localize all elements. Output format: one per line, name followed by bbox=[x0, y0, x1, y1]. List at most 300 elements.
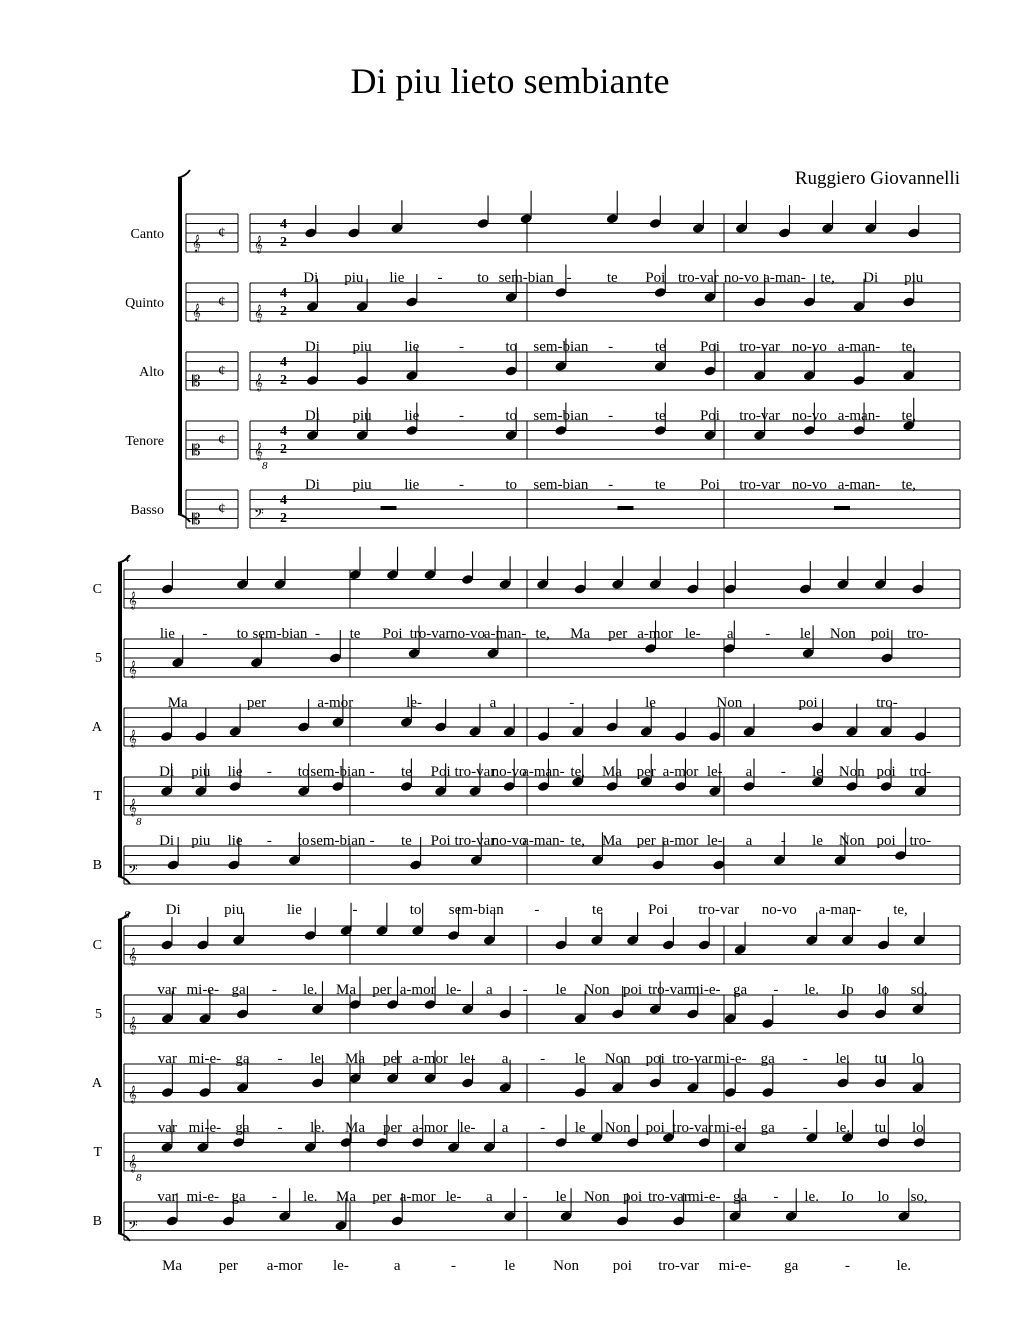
lyric-syllable: Poi bbox=[699, 339, 720, 355]
lyric-syllable: le bbox=[555, 1189, 567, 1205]
lyric-syllable: lo bbox=[912, 1120, 924, 1136]
lyric-syllable: a bbox=[501, 1120, 509, 1136]
staff-5 bbox=[250, 490, 960, 528]
lyric-syllable: Di bbox=[304, 339, 320, 355]
lyric-syllable: le- bbox=[684, 626, 701, 642]
lyric-syllable: ga bbox=[732, 1189, 748, 1205]
lyric-syllable: - bbox=[459, 408, 464, 424]
lyric-syllable: mi-e- bbox=[186, 1189, 220, 1205]
lyric-syllable: te bbox=[349, 626, 361, 642]
lyric-syllable: per bbox=[636, 764, 656, 780]
system-bracket bbox=[118, 920, 122, 1233]
lyric-syllable: sem-bian bbox=[533, 339, 589, 355]
lyric-syllable: le bbox=[504, 1258, 516, 1274]
voice-label: Canto bbox=[130, 227, 164, 242]
treble-clef: 𝄞 bbox=[128, 662, 137, 678]
lyric-syllable: ga bbox=[784, 1258, 799, 1274]
staff-5 bbox=[124, 1188, 960, 1240]
time-sig-bottom: 2 bbox=[280, 235, 287, 250]
time-sig-top: 4 bbox=[280, 217, 287, 232]
lyric-syllable: Di bbox=[304, 477, 320, 493]
rest bbox=[834, 506, 850, 510]
lyric-syllable: lie bbox=[159, 626, 175, 642]
lyric-syllable: - bbox=[534, 902, 540, 918]
lyric-syllable: tro-var bbox=[698, 902, 740, 918]
treble-clef: 𝄞 bbox=[128, 949, 137, 965]
lyric-syllable: mi-e- bbox=[687, 982, 721, 998]
lyric-syllable: no-vo bbox=[761, 902, 797, 918]
lyric-syllable: tro- bbox=[907, 626, 929, 642]
lyric-syllable: Non bbox=[838, 833, 865, 849]
lyric-syllable: te bbox=[400, 764, 412, 780]
lyric-syllable: a bbox=[485, 982, 493, 998]
lyric-syllable: Ma bbox=[601, 764, 622, 780]
lyric-syllable: - bbox=[773, 1189, 779, 1205]
lyric-syllable: to bbox=[505, 408, 518, 424]
lyric-syllable: mi-e- bbox=[188, 1051, 222, 1067]
lyric-syllable: le- bbox=[333, 1258, 349, 1274]
lyric-syllable: a bbox=[485, 1189, 493, 1205]
system-bracket bbox=[178, 178, 182, 514]
lyric-syllable: tro- bbox=[909, 833, 932, 849]
lyric-syllable: le bbox=[574, 1051, 586, 1067]
lyric-syllable: le bbox=[574, 1120, 586, 1136]
lyric-syllable: - bbox=[608, 408, 614, 424]
treble-clef: 𝄞 bbox=[128, 800, 137, 816]
lyric-syllable: - bbox=[540, 1051, 546, 1067]
lyric-syllable: - bbox=[277, 1120, 283, 1136]
bass-clef: 𝄢 bbox=[128, 1220, 138, 1236]
bracket-top-hook bbox=[178, 170, 190, 178]
time-sig-bottom: 2 bbox=[280, 304, 287, 319]
lyric-syllable: var bbox=[157, 1051, 177, 1067]
time-sig-top: 4 bbox=[280, 355, 287, 370]
lyric-syllable: lo bbox=[877, 982, 890, 998]
lyric-syllable: Poi bbox=[699, 408, 720, 424]
voice-label: Alto bbox=[139, 365, 164, 380]
lyric-syllable: Non bbox=[838, 764, 865, 780]
lyric-syllable: tro-var bbox=[739, 408, 781, 424]
lyric-syllable: lie bbox=[404, 477, 420, 493]
lyric-syllable: Di bbox=[303, 270, 319, 286]
treble-clef: 𝄞 bbox=[254, 444, 263, 460]
lyric-syllable: poi bbox=[612, 1258, 632, 1274]
lyric-syllable: te, bbox=[901, 408, 917, 424]
lyric-syllable: Io bbox=[841, 982, 854, 998]
lyric-syllable: tro-var bbox=[739, 339, 781, 355]
voice-label-short: A bbox=[91, 1076, 102, 1091]
lyric-syllable: a-man- bbox=[818, 902, 862, 918]
incipit-clef: 𝄡 bbox=[192, 443, 201, 459]
lyric-syllable: Non bbox=[553, 1258, 579, 1274]
lyric-syllable: te, bbox=[570, 764, 585, 780]
lyric-syllable: - bbox=[314, 626, 320, 642]
lyric-syllable: poi bbox=[876, 764, 896, 780]
lyric-syllable: poi bbox=[876, 833, 896, 849]
lyric-syllable: - bbox=[459, 477, 464, 493]
lyric-syllable: - bbox=[540, 1120, 546, 1136]
octave-marker: 8 bbox=[136, 1172, 142, 1184]
lyric-syllable: le. bbox=[804, 982, 819, 998]
lyric-syllable: tu bbox=[874, 1120, 887, 1136]
lyric-syllable: ga bbox=[235, 1051, 250, 1067]
lyric-syllable: Non bbox=[583, 1189, 610, 1205]
lyric-syllable: - bbox=[522, 1189, 528, 1205]
voice-label-short: C bbox=[92, 582, 102, 597]
lyric-syllable: tro-var bbox=[677, 270, 719, 286]
lyric-syllable: tro-var bbox=[672, 1051, 714, 1067]
time-sig-bottom: 2 bbox=[280, 442, 287, 457]
lyric-syllable: no-vo bbox=[491, 764, 527, 780]
staff-1 bbox=[250, 191, 960, 252]
lyric-syllable: lie bbox=[389, 270, 405, 286]
lyric-syllable: - bbox=[765, 626, 771, 642]
lyric-syllable: poi bbox=[623, 982, 643, 998]
lyric-syllable: - bbox=[608, 477, 614, 493]
lyric-syllable: - bbox=[277, 1051, 283, 1067]
lyric-syllable: sem-bian bbox=[533, 477, 589, 493]
voice-label-short: 5 bbox=[95, 1007, 102, 1022]
lyric-syllable: sem-bian bbox=[533, 408, 589, 424]
lyric-syllable: tro-var bbox=[658, 1258, 700, 1274]
lyric-syllable: - bbox=[369, 833, 375, 849]
cut-time-symbol: ¢ bbox=[218, 501, 226, 517]
lyric-syllable: sem-bian bbox=[448, 902, 504, 918]
lyric-syllable: Poi bbox=[699, 477, 720, 493]
lyric-syllable: a-mor bbox=[317, 695, 354, 711]
lyric-syllable: no-vo bbox=[723, 270, 759, 286]
lyric-syllable: lie bbox=[404, 408, 420, 424]
lyric-syllable: Di bbox=[304, 408, 320, 424]
lyric-syllable: no-vo bbox=[491, 833, 527, 849]
lyric-syllable: per bbox=[382, 1051, 403, 1067]
lyric-syllable: le. bbox=[835, 1120, 851, 1136]
lyric-syllable: Poi bbox=[430, 833, 451, 849]
lyric-syllable: - bbox=[266, 764, 272, 780]
lyric-syllable: a-mor bbox=[412, 1051, 448, 1067]
lyric-syllable: le. bbox=[310, 1051, 325, 1067]
staff-4 bbox=[124, 1110, 960, 1171]
voice-label-short: 5 bbox=[95, 651, 102, 666]
lyric-syllable: Ma bbox=[601, 833, 622, 849]
lyric-syllable: no-vo bbox=[791, 339, 827, 355]
lyric-syllable: sem-bian bbox=[310, 833, 366, 849]
lyric-syllable: le bbox=[645, 695, 656, 711]
lyric-syllable: sem-bian bbox=[252, 626, 308, 642]
rest bbox=[618, 506, 634, 510]
voice-label-short: T bbox=[93, 789, 102, 804]
lyric-syllable: - bbox=[780, 764, 786, 780]
time-sig-top: 4 bbox=[280, 286, 287, 301]
lyric-syllable: to bbox=[505, 477, 518, 493]
lyric-syllable: a bbox=[393, 1258, 401, 1274]
measure-number: 4 bbox=[124, 553, 130, 565]
bass-clef: 𝄢 bbox=[128, 864, 138, 880]
lyric-syllable: a-man- bbox=[837, 339, 881, 355]
lyric-syllable: Non bbox=[716, 695, 743, 711]
lyric-syllable: ga bbox=[231, 982, 246, 998]
lyric-syllable: so, bbox=[910, 1189, 928, 1205]
lyric-syllable: piu bbox=[191, 764, 211, 780]
composer-name: Ruggiero Giovannelli bbox=[794, 168, 960, 189]
treble-clef: 𝄞 bbox=[128, 731, 137, 747]
lyric-syllable: a-mor bbox=[637, 626, 674, 642]
lyric-syllable: a bbox=[726, 626, 734, 642]
time-sig-bottom: 2 bbox=[280, 373, 287, 388]
lyric-syllable: te, bbox=[901, 477, 917, 493]
lyric-syllable: Non bbox=[604, 1120, 631, 1136]
lyric-syllable: tu bbox=[874, 1051, 887, 1067]
lyric-syllable: Poi bbox=[430, 764, 451, 780]
lyric-syllable: te bbox=[592, 902, 603, 918]
lyric-syllable: poi bbox=[623, 1189, 643, 1205]
voice-label-short: T bbox=[93, 1145, 102, 1160]
lyric-syllable: - bbox=[271, 1189, 277, 1205]
lyric-syllable: tro-var bbox=[409, 626, 451, 642]
lyric-syllable: te bbox=[654, 477, 666, 493]
incipit-clef: 𝄞 bbox=[192, 305, 201, 321]
lyric-syllable: lie bbox=[404, 339, 420, 355]
treble-clef: 𝄞 bbox=[254, 306, 263, 322]
lyric-syllable: mi-e- bbox=[713, 1120, 747, 1136]
lyric-syllable: per bbox=[372, 1189, 392, 1205]
lyric-syllable: Ma bbox=[162, 1258, 183, 1274]
lyric-syllable: a-mor bbox=[412, 1120, 448, 1136]
lyric-syllable: le. bbox=[302, 1189, 318, 1205]
lyric-syllable: ga bbox=[760, 1051, 775, 1067]
lyric-syllable: var bbox=[157, 1120, 177, 1136]
time-sig-top: 4 bbox=[280, 493, 287, 508]
lyric-syllable: le- bbox=[445, 982, 462, 998]
staff-4 bbox=[124, 754, 960, 815]
lyric-syllable: sem-bian bbox=[310, 764, 366, 780]
lyric-syllable: le bbox=[799, 626, 811, 642]
lyric-syllable: poi bbox=[645, 1051, 665, 1067]
lyric-syllable: - bbox=[802, 1051, 808, 1067]
lyric-syllable: - bbox=[266, 833, 272, 849]
lyric-syllable: to bbox=[297, 833, 310, 849]
lyric-syllable: a-mor bbox=[399, 982, 436, 998]
lyric-syllable: piu bbox=[352, 408, 372, 424]
lyric-syllable: a-mor bbox=[399, 1189, 436, 1205]
lyric-syllable: mi-e- bbox=[713, 1051, 747, 1067]
incipit-clef: 𝄡 bbox=[192, 374, 201, 390]
time-sig-top: 4 bbox=[280, 424, 287, 439]
lyric-syllable: sem-bian bbox=[498, 270, 554, 286]
lyric-syllable: Poi bbox=[382, 626, 403, 642]
lyric-syllable: - bbox=[202, 626, 208, 642]
lyric-syllable: poi bbox=[645, 1120, 665, 1136]
lyric-syllable: a bbox=[489, 695, 497, 711]
lyric-syllable: le. bbox=[310, 1120, 325, 1136]
lyric-syllable: te, bbox=[901, 339, 917, 355]
lyric-syllable: piu bbox=[344, 270, 364, 286]
rest bbox=[381, 506, 397, 510]
octave-marker: 8 bbox=[262, 460, 268, 472]
lyric-syllable: - bbox=[566, 270, 572, 286]
lyric-syllable: mi-e- bbox=[188, 1120, 222, 1136]
lyric-syllable: le. bbox=[302, 982, 318, 998]
lyric-syllable: a-mor bbox=[662, 833, 699, 849]
lyric-syllable: per bbox=[608, 626, 628, 642]
voice-label: Basso bbox=[130, 503, 164, 518]
lyric-syllable: - bbox=[451, 1258, 456, 1274]
lyric-syllable: mi-e- bbox=[687, 1189, 721, 1205]
octave-marker: 8 bbox=[136, 816, 142, 828]
lyric-syllable: lo bbox=[912, 1051, 924, 1067]
lyric-syllable: ga bbox=[235, 1120, 250, 1136]
lyric-syllable: le. bbox=[804, 1189, 819, 1205]
lyric-syllable: - bbox=[459, 339, 464, 355]
lyric-syllable: per bbox=[636, 833, 656, 849]
lyric-syllable: per bbox=[372, 982, 392, 998]
lyric-syllable: - bbox=[437, 270, 443, 286]
lyric-syllable: piu bbox=[352, 477, 372, 493]
lyric-syllable: var bbox=[157, 982, 177, 998]
lyric-syllable: Poi bbox=[648, 902, 669, 918]
lyric-syllable: a-man- bbox=[763, 270, 806, 286]
lyric-syllable: a bbox=[501, 1051, 509, 1067]
lyric-syllable: te bbox=[400, 833, 412, 849]
lyric-syllable: lie bbox=[227, 833, 243, 849]
voice-label: Quinto bbox=[125, 296, 164, 311]
lyric-syllable: a bbox=[745, 764, 753, 780]
lyric-syllable: - bbox=[271, 982, 277, 998]
voice-label-short: B bbox=[92, 1214, 102, 1229]
staff-1 bbox=[124, 547, 960, 608]
lyric-syllable: le bbox=[555, 982, 567, 998]
lyric-syllable: tro-var bbox=[648, 1189, 689, 1205]
lyric-syllable: no-vo bbox=[450, 626, 486, 642]
system-bracket bbox=[118, 563, 122, 876]
lyric-syllable: a-man- bbox=[522, 764, 565, 780]
voice-label-short: A bbox=[91, 720, 102, 735]
lyric-syllable: to bbox=[297, 764, 310, 780]
lyric-syllable: - bbox=[780, 833, 786, 849]
lyric-syllable: tro-var bbox=[454, 833, 496, 849]
lyric-syllable: le- bbox=[706, 833, 723, 849]
lyric-syllable: piu bbox=[224, 902, 244, 918]
lyric-syllable: a-man- bbox=[522, 833, 565, 849]
incipit-clef: 𝄡 bbox=[192, 512, 201, 528]
lyric-syllable: le- bbox=[459, 1120, 476, 1136]
lyric-syllable: te, bbox=[535, 626, 550, 642]
lyric-syllable: Ma bbox=[345, 1120, 365, 1136]
staff-4 bbox=[250, 398, 960, 459]
treble-clef: 𝄞 bbox=[128, 593, 137, 609]
lyric-syllable: piu bbox=[352, 339, 372, 355]
treble-clef: 𝄞 bbox=[128, 1018, 137, 1034]
incipit-clef: 𝄞 bbox=[192, 236, 201, 252]
lyric-syllable: a-mor bbox=[662, 764, 699, 780]
lyric-syllable: Ma bbox=[167, 695, 188, 711]
lyric-syllable: Di bbox=[165, 902, 181, 918]
lyric-syllable: no-vo bbox=[791, 477, 827, 493]
voice-label: Tenore bbox=[125, 434, 164, 449]
lyric-syllable: a-mor bbox=[266, 1258, 303, 1274]
staff-2 bbox=[124, 977, 960, 1034]
cut-time-symbol: ¢ bbox=[218, 225, 226, 241]
lyric-syllable: - bbox=[352, 902, 358, 918]
measure-number: 8 bbox=[124, 909, 130, 921]
lyric-syllable: te, bbox=[893, 902, 908, 918]
lyric-syllable: - bbox=[522, 982, 528, 998]
lyric-syllable: ga bbox=[760, 1120, 775, 1136]
cut-time-symbol: ¢ bbox=[218, 294, 226, 310]
lyric-syllable: tro- bbox=[909, 764, 932, 780]
lyric-syllable: poi bbox=[870, 626, 890, 642]
lyric-syllable: tro-var bbox=[454, 764, 496, 780]
lyric-syllable: a bbox=[745, 833, 753, 849]
lyric-syllable: to bbox=[505, 339, 518, 355]
lyric-syllable: - bbox=[569, 695, 575, 711]
cut-time-symbol: ¢ bbox=[218, 432, 226, 448]
lyric-syllable: le- bbox=[459, 1051, 476, 1067]
lyric-syllable: te bbox=[654, 339, 666, 355]
lyric-syllable: tro- bbox=[876, 695, 898, 711]
lyric-syllable: Di bbox=[159, 764, 175, 780]
lyric-syllable: tro-var bbox=[672, 1120, 714, 1136]
lyric-syllable: te, bbox=[570, 833, 585, 849]
lyric-syllable: Ma bbox=[570, 626, 591, 642]
time-sig-bottom: 2 bbox=[280, 511, 287, 526]
lyric-syllable: - bbox=[369, 764, 375, 780]
treble-clef: 𝄞 bbox=[254, 237, 263, 253]
lyric-syllable: poi bbox=[798, 695, 818, 711]
lyric-syllable: Di bbox=[863, 270, 879, 286]
lyric-syllable: - bbox=[773, 982, 779, 998]
lyric-syllable: tro-var bbox=[648, 982, 689, 998]
lyric-syllable: to bbox=[236, 626, 249, 642]
lyric-syllable: le bbox=[812, 764, 823, 780]
lyric-syllable: Non bbox=[829, 626, 856, 642]
lyric-syllable: le- bbox=[406, 695, 423, 711]
lyric-syllable: le- bbox=[445, 1189, 462, 1205]
lyric-syllable: ga bbox=[732, 982, 748, 998]
lyric-syllable: le bbox=[812, 833, 823, 849]
lyric-syllable: - bbox=[845, 1258, 850, 1274]
page-title: Di piu lieto sembiante bbox=[350, 61, 670, 101]
voice-label-short: C bbox=[92, 938, 102, 953]
lyric-syllable: te bbox=[606, 270, 618, 286]
lyric-syllable: piu bbox=[904, 270, 924, 286]
lyric-syllable: lie bbox=[227, 764, 243, 780]
lyric-syllable: tro-var bbox=[739, 477, 781, 493]
lyric-syllable: - bbox=[802, 1120, 808, 1136]
lyric-syllable: le. bbox=[835, 1051, 851, 1067]
lyric-syllable: var bbox=[157, 1189, 177, 1205]
lyric-syllable: lie bbox=[286, 902, 302, 918]
lyric-syllable: lo bbox=[877, 1189, 890, 1205]
lyric-syllable: Io bbox=[841, 1189, 854, 1205]
lyric-syllable: ga bbox=[231, 1189, 246, 1205]
lyric-syllable: no-vo bbox=[791, 408, 827, 424]
lyric-syllable: per bbox=[382, 1120, 403, 1136]
lyric-syllable: a-man- bbox=[837, 408, 881, 424]
lyric-syllable: te bbox=[654, 408, 666, 424]
lyric-syllable: per bbox=[218, 1258, 238, 1274]
voice-label-short: B bbox=[92, 858, 102, 873]
lyric-syllable: a-man- bbox=[837, 477, 881, 493]
lyric-syllable: - bbox=[608, 339, 614, 355]
lyric-syllable: to bbox=[409, 902, 422, 918]
lyric-syllable: le- bbox=[706, 764, 723, 780]
lyric-syllable: Ma bbox=[345, 1051, 365, 1067]
lyric-syllable: Di bbox=[159, 833, 175, 849]
lyric-syllable: le. bbox=[896, 1258, 912, 1274]
lyric-syllable: Non bbox=[583, 982, 610, 998]
lyric-syllable: so, bbox=[910, 982, 928, 998]
